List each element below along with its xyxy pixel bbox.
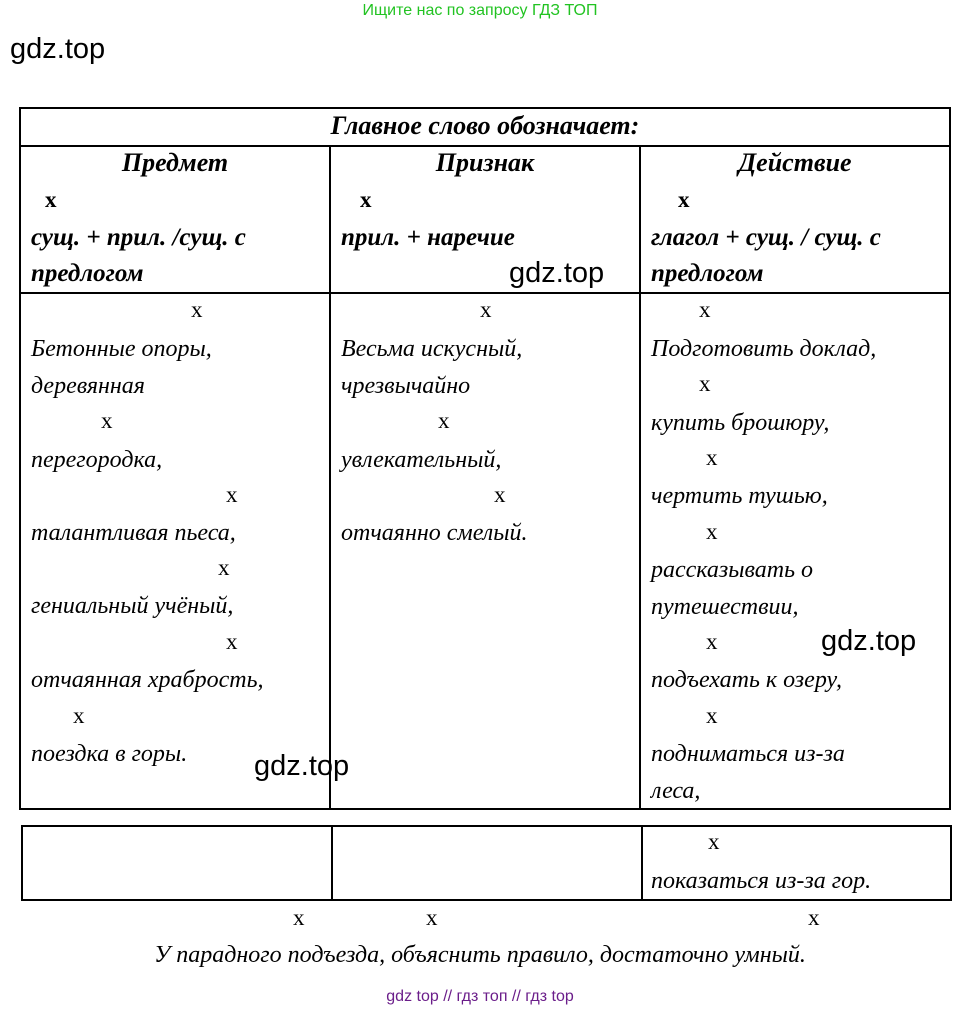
example-line: чрезвычайно	[341, 373, 471, 399]
example-line: подъехать к озеру,	[651, 667, 842, 693]
example-line: купить брошюру,	[651, 410, 830, 436]
example-line: показаться из-за гор.	[651, 868, 872, 894]
formula-mark: x	[360, 187, 372, 212]
column-header-object: Предмет	[121, 148, 229, 177]
formula-line: сущ. + прил. /сущ. с	[31, 224, 246, 251]
watermark: gdz.top	[821, 625, 917, 657]
example-line: перегородка,	[31, 447, 163, 473]
example-line: деревянная	[31, 373, 145, 399]
example-line: Бетонные опоры,	[31, 336, 212, 362]
head-word-mark: x	[438, 408, 450, 433]
example-line: поездка в горы.	[31, 741, 188, 767]
cont-table-col-divider-2	[641, 825, 643, 901]
head-word-mark: x	[494, 482, 506, 507]
cont-table-border-top	[21, 825, 952, 827]
table-border-left	[19, 107, 21, 810]
example-line: Подготовить доклад,	[651, 336, 877, 362]
table-border-bottom	[19, 808, 951, 810]
example-line: отчаянно смелый.	[341, 520, 528, 546]
head-word-mark: x	[708, 829, 720, 854]
example-line: подниматься из-за	[651, 741, 845, 767]
example-line: чертить тушью,	[651, 483, 828, 509]
cont-table-border-left	[21, 825, 23, 901]
table-divider-title	[19, 145, 951, 147]
example-line: рассказывать о	[651, 557, 814, 583]
head-word-mark: x	[706, 703, 718, 728]
head-word-mark: x	[706, 445, 718, 470]
example-line: увлекательный,	[341, 447, 502, 473]
example-line: Весьма искусный,	[341, 336, 523, 362]
head-word-mark: x	[480, 297, 492, 322]
search-banner: Ищите нас по запросу ГДЗ ТОП	[362, 2, 598, 19]
site-logo: gdz.top	[10, 33, 106, 65]
example-line: талантливая пьеса,	[31, 520, 236, 546]
head-word-mark: x	[73, 703, 85, 728]
example-sentence: У парадного подъезда, объяснить правило, достаточно умный.	[154, 942, 806, 968]
column-header-action: Действие	[738, 148, 852, 177]
formula-line: прил. + наречие	[341, 224, 515, 251]
cont-table-border-right	[950, 825, 952, 901]
head-word-mark: x	[426, 905, 438, 930]
formula-mark: x	[678, 187, 690, 212]
head-word-mark: x	[706, 519, 718, 544]
head-word-mark: x	[101, 408, 113, 433]
cont-table-col-divider-1	[331, 825, 333, 901]
head-word-mark: x	[293, 905, 305, 930]
head-word-mark: x	[706, 629, 718, 654]
head-word-mark: x	[226, 482, 238, 507]
head-word-mark: x	[226, 629, 238, 654]
table-border-right	[949, 107, 951, 810]
formula-line: предлогом	[31, 260, 144, 287]
table-col-divider-2	[639, 145, 641, 810]
head-word-mark: x	[191, 297, 203, 322]
table-title: Главное слово обозначает:	[330, 111, 640, 140]
table-divider-header	[19, 292, 951, 294]
watermark: gdz.top	[509, 257, 605, 289]
table-border-top	[19, 107, 951, 109]
head-word-mark: x	[699, 371, 711, 396]
example-line: гениальный учёный,	[31, 593, 234, 619]
formula-line: предлогом	[651, 260, 764, 287]
example-line: путешествии,	[651, 594, 799, 620]
column-header-attribute: Признак	[435, 148, 535, 177]
formula-mark: x	[45, 187, 57, 212]
head-word-mark: x	[699, 297, 711, 322]
footer-links[interactable]: gdz top // гдз топ // гдз top	[386, 988, 574, 1005]
example-line: отчаянная храбрость,	[31, 667, 264, 693]
table-col-divider-1	[329, 145, 331, 810]
formula-line: глагол + сущ. / сущ. с	[651, 224, 881, 251]
head-word-mark: x	[218, 555, 230, 580]
watermark: gdz.top	[254, 750, 350, 782]
example-line: леса,	[651, 778, 701, 804]
head-word-mark: x	[808, 905, 820, 930]
